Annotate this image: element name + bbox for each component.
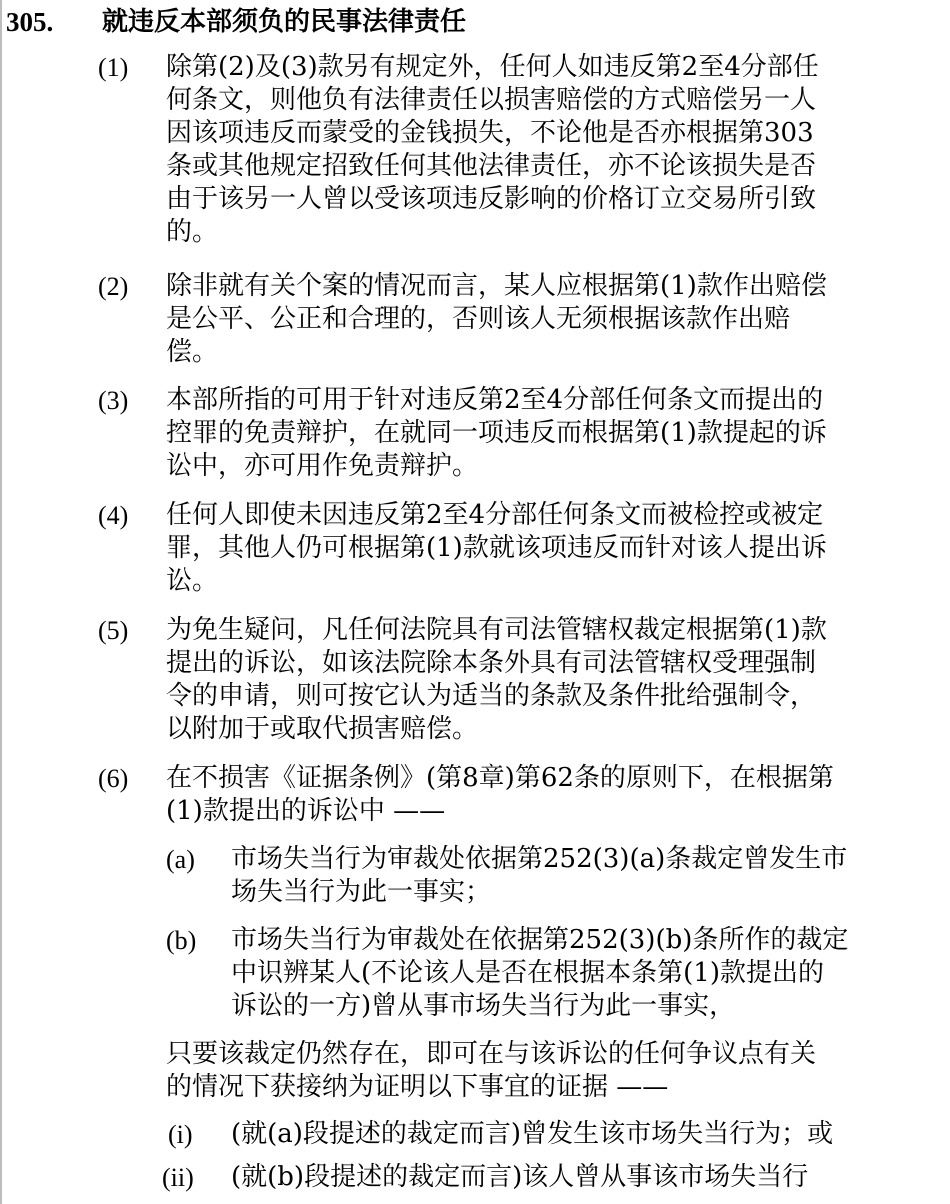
- text-line: 中识辨某人(不论该人是否在根据本条第(1)款提出的: [231, 958, 824, 988]
- section-heading: [6, 2, 936, 42]
- text-line: 偿。: [166, 337, 219, 367]
- text-line: 市场失当行为审裁处在依据第252(3)(b)条所作的裁定: [231, 925, 849, 955]
- subsection-text: [166, 51, 911, 249]
- text-line: 是公平、公正和合理的，否则该人无须根据该款作出赔: [166, 304, 791, 334]
- text-line: 以附加于或取代损害赔偿。: [166, 714, 479, 744]
- subsection-label: (6): [98, 764, 129, 793]
- text-line: 场失当行为此一事实；: [231, 877, 492, 907]
- subparagraph-label: (i): [168, 1120, 193, 1149]
- subsection-label: (2): [98, 272, 129, 301]
- text-line: (就(b)段提述的裁定而言)该人曾从事该市场失当行: [231, 1162, 809, 1192]
- text-line: 条或其他规定招致任何其他法律责任，亦不论该损失是否: [166, 151, 817, 181]
- subsection-label: (5): [98, 616, 129, 645]
- text-line: (1)款提出的诉讼中 ——: [166, 796, 446, 826]
- subsection-text: [166, 270, 911, 369]
- subparagraph-text: [231, 1118, 911, 1151]
- subsection-label: (3): [98, 386, 129, 415]
- text-line: 除第(2)及(3)款另有规定外，任何人如违反第2至4分部任: [166, 52, 819, 82]
- page-left-border: [0, 0, 2, 1204]
- subparagraph-text: [231, 1161, 911, 1194]
- text-line: 由于该另一人曾以受该项违反影响的价格订立交易所引致: [166, 184, 817, 214]
- section-title: 就违反本部须负的民事法律责任: [102, 7, 467, 37]
- text-line: 的。: [166, 217, 219, 247]
- text-line: 在不损害《证据条例》(第8章)第62条的原则下，在根据第: [166, 763, 834, 793]
- text-line: 罪，其他人仍可根据第(1)款就该项违反而针对该人提出诉: [166, 533, 827, 563]
- subparagraph-label: (ii): [162, 1163, 194, 1192]
- text-line: 讼中，亦可用作免责辩护。: [166, 451, 479, 481]
- text-line: 的情况下获接纳为证明以下事宜的证据 ——: [166, 1072, 669, 1102]
- subsection-text: [166, 499, 911, 598]
- paragraph-label: (a): [166, 845, 195, 874]
- text-line: 市场失当行为审裁处依据第252(3)(a)条裁定曾发生市: [231, 844, 848, 874]
- subsection-label: (1): [98, 53, 129, 82]
- text-line: 诉讼的一方)曾从事市场失当行为此一事实，: [231, 991, 736, 1021]
- text-line: 何条文，则他负有法律责任以损害赔偿的方式赔偿另一人: [166, 85, 817, 115]
- subsection-label: (4): [98, 501, 129, 530]
- text-line: 任何人即使未因违反第2至4分部任何条文而被检控或被定: [166, 500, 824, 530]
- text-line: 只要该裁定仍然存在，即可在与该诉讼的任何争议点有关: [166, 1039, 817, 1069]
- text-line: 为免生疑问，凡任何法院具有司法管辖权裁定根据第(1)款: [166, 615, 827, 645]
- subsection-text: [166, 384, 911, 483]
- paragraph-label: (b): [166, 926, 197, 955]
- subsection-text: [166, 762, 911, 828]
- text-line: 控罪的免责辩护，在就同一项违反而根据第(1)款提起的诉: [166, 418, 827, 448]
- text-line: 除非就有关个案的情况而言，某人应根据第(1)款作出赔偿: [166, 271, 827, 301]
- subsection-text: [166, 614, 911, 746]
- text-line: (就(a)段提述的裁定而言)曾发生该市场失当行为；或: [231, 1119, 834, 1149]
- text-line: 本部所指的可用于针对违反第2至4分部任何条文而提出的: [166, 385, 824, 415]
- text-line: 令的申请，则可按它认为适当的条款及条件批给强制令，: [166, 681, 817, 711]
- text-line: 讼。: [166, 566, 219, 596]
- paragraph-text: [231, 924, 911, 1023]
- text-line: 因该项违反而蒙受的金钱损失，不论他是否亦根据第303: [166, 118, 814, 148]
- continuation-lines: [166, 1038, 911, 1104]
- text-line: 提出的诉讼，如该法院除本条外具有司法管辖权受理强制: [166, 648, 817, 678]
- section-number: 305.: [6, 7, 54, 37]
- paragraph-text: [231, 843, 911, 909]
